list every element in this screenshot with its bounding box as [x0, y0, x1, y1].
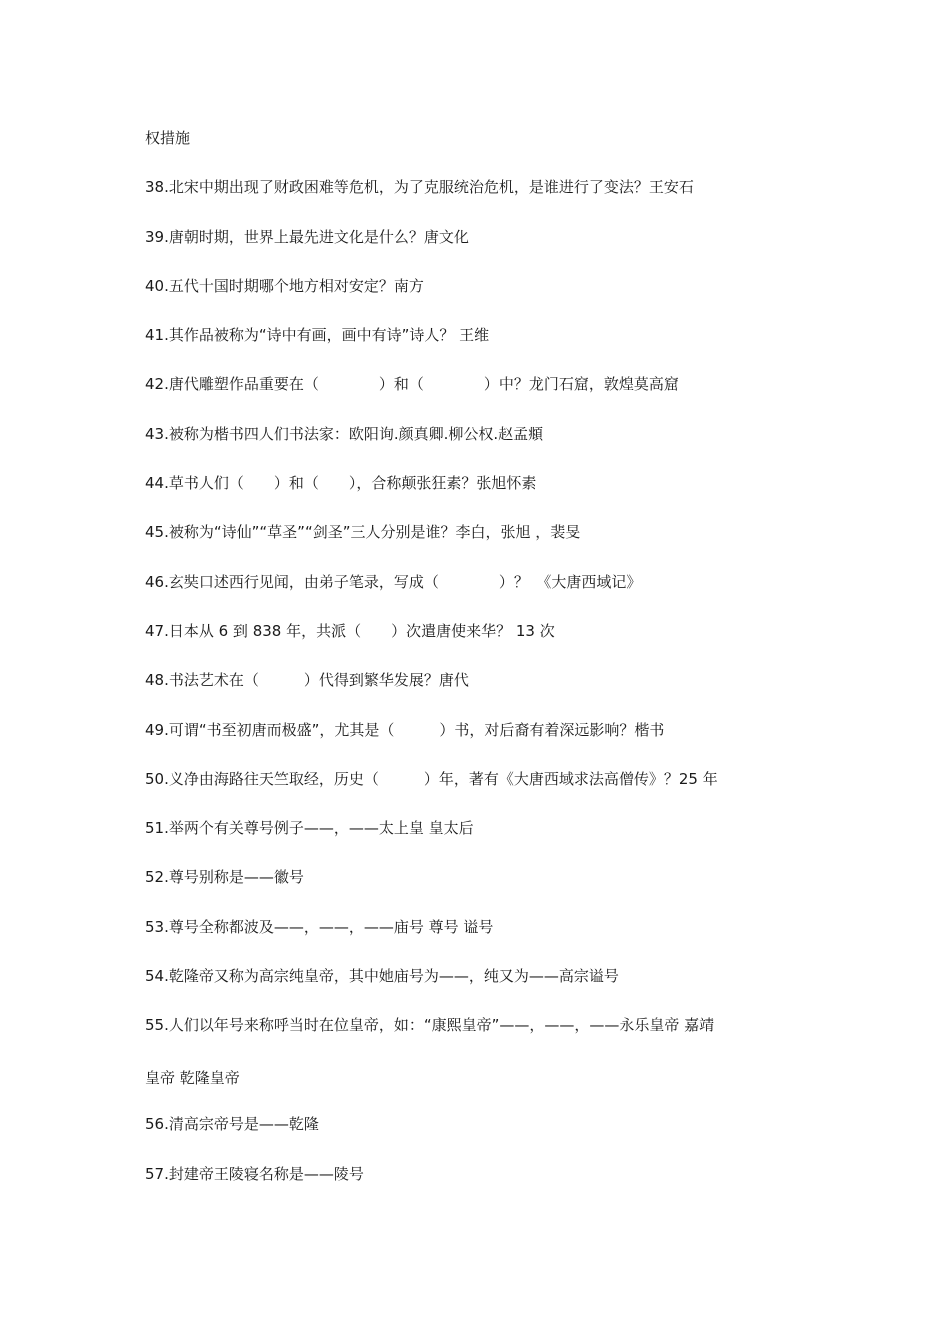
- question-57: 57.封建帝王陵寝名称是——陵号: [145, 1164, 364, 1183]
- text-line: 权措施: [145, 129, 191, 147]
- question-41: 41.其作品被称为“诗中有画，画中有诗”诗人？ 王维: [145, 326, 490, 345]
- question-51: 51.举两个有关尊号例子——，——太上皇 皇太后: [145, 819, 474, 838]
- question-45: 45.被称为“诗仙”“草圣”“剑圣”三人分别是谁？李白，张旭 ，裴旻: [145, 523, 581, 542]
- question-42: 42.唐代雕塑作品重要在（ ）和（ ）中？龙门石窟，敦煌莫高窟: [145, 375, 679, 394]
- question-47: 47.日本从 6 到 838 年，共派（ ）次遣唐使来华？ 13 次: [145, 621, 555, 640]
- question-53: 53.尊号全称都波及——，——，——庙号 尊号 谥号: [145, 917, 494, 936]
- question-55-continuation: 皇帝 乾隆皇帝: [145, 1069, 240, 1088]
- question-44: 44.草书人们（ ）和（ ），合称颠张狂素？张旭怀素: [145, 474, 537, 493]
- question-38: 38.北宋中期出现了财政困难等危机，为了克服统治危机，是谁进行了变法？王安石: [145, 178, 694, 197]
- question-50: 50.义净由海路往天竺取经，历史（ ）年，著有《大唐西域求法高僧传》？25 年: [145, 769, 718, 788]
- document-body: [145, 124, 825, 1209]
- question-52: 52.尊号别称是——徽号: [145, 868, 304, 887]
- question-46: 46.玄奘口述西行见闻，由弟子笔录，写成（ ）？ 《大唐西域记》: [145, 572, 642, 591]
- question-49: 49.可谓“书至初唐而极盛”，尤其是（ ）书，对后裔有着深远影响？楷书: [145, 720, 665, 739]
- question-40: 40.五代十国时期哪个地方相对安定？南方: [145, 276, 424, 295]
- question-56: 56.清高宗帝号是——乾隆: [145, 1115, 319, 1134]
- question-43: 43.被称为楷书四人们书法家：欧阳询.颜真卿.柳公权.赵孟頫: [145, 424, 544, 443]
- question-39: 39.唐朝时期，世界上最先进文化是什么？唐文化: [145, 227, 469, 246]
- question-55: 55.人们以年号来称呼当时在位皇帝，如：“康熙皇帝”——，——，——永乐皇帝 嘉靖: [145, 1016, 715, 1035]
- question-54: 54.乾隆帝又称为高宗纯皇帝，其中她庙号为——，纯又为——高宗谥号: [145, 967, 619, 986]
- question-48: 48.书法艺术在（ ）代得到繁华发展？唐代: [145, 671, 469, 690]
